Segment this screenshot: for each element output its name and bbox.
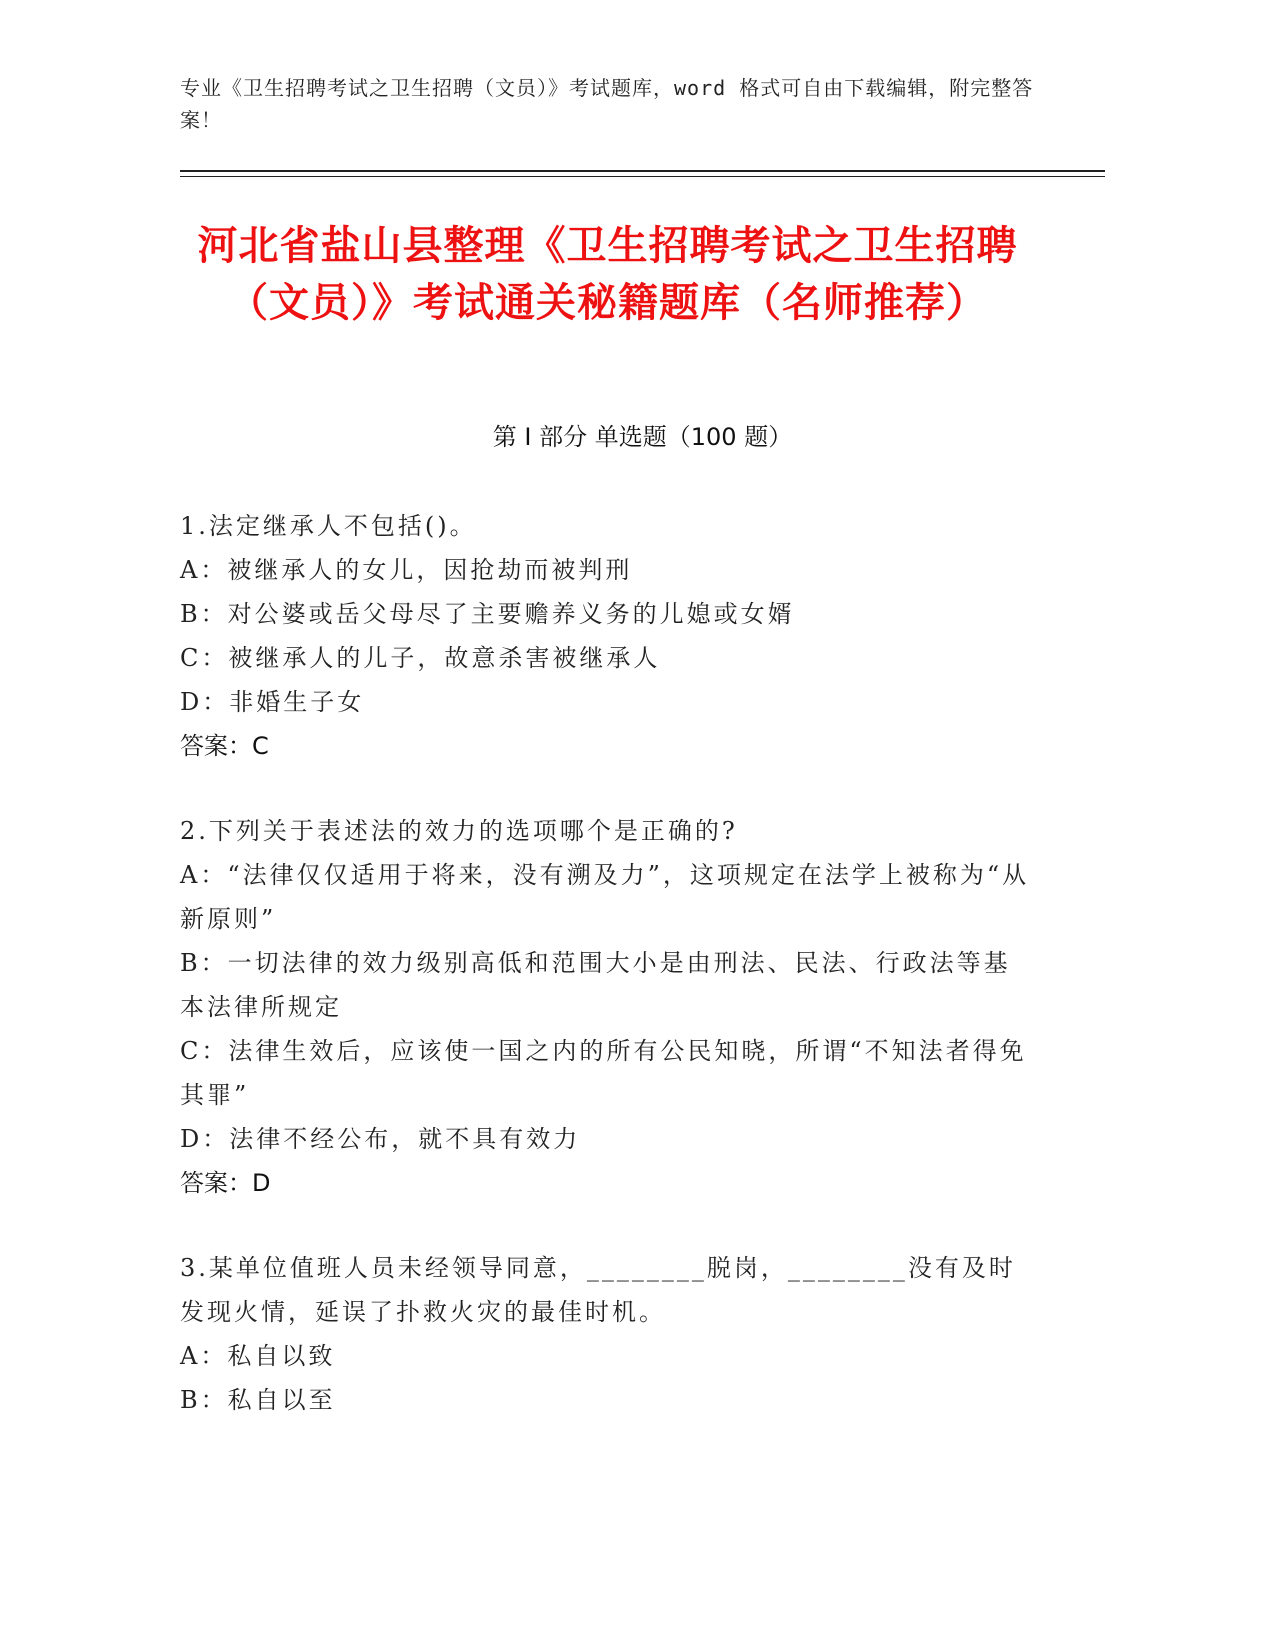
option-b: B：私自以至 bbox=[180, 1386, 336, 1414]
option-b: B：对公婆或岳父母尽了主要赡养义务的儿媳或女婿 bbox=[180, 600, 795, 628]
option-d: D：非婚生子女 bbox=[180, 688, 365, 716]
question-stem: 1.法定继承人不包括()。 bbox=[180, 512, 477, 540]
option-c: C：法律生效后，应该使一国之内的所有公民知晓，所谓“不知法者得免其罪” bbox=[180, 1037, 1027, 1109]
question-1 bbox=[180, 504, 1030, 768]
option-a: A：私自以致 bbox=[180, 1342, 336, 1370]
question-list bbox=[180, 504, 1030, 1463]
question-stem: 2.下列关于表述法的效力的选项哪个是正确的? bbox=[180, 817, 738, 845]
option-a: A：“法律仅仅适用于将来，没有溯及力”，这项规定在法学上被称为“从新原则” bbox=[180, 861, 1030, 933]
header-divider bbox=[180, 170, 1105, 172]
question-2 bbox=[180, 809, 1030, 1205]
section-title: 第 I 部分 单选题（100 题） bbox=[492, 423, 793, 451]
option-a: A：被继承人的女儿，因抢劫而被判刑 bbox=[180, 556, 633, 584]
option-c: C：被继承人的儿子，故意杀害被继承人 bbox=[180, 644, 661, 672]
header-note: 专业《卫生招聘考试之卫生招聘（文员）》考试题库，word 格式可自由下载编辑，附完整答案！ bbox=[180, 76, 1034, 132]
question-3 bbox=[180, 1246, 1030, 1422]
header-divider-thin bbox=[180, 176, 1105, 177]
answer-line: 答案：C bbox=[180, 732, 269, 760]
question-stem: 3.某单位值班人员未经领导同意，________脱岗，________没有及时发现火情，延误了扑救火灾的最佳时机。 bbox=[180, 1254, 1016, 1326]
answer-line: 答案：D bbox=[180, 1169, 271, 1197]
option-d: D：法律不经公布，就不具有效力 bbox=[180, 1125, 581, 1153]
document-title: 河北省盐山县整理《卫生招聘考试之卫生招聘（文员）》考试通关秘籍题库（名师推荐） bbox=[197, 223, 1018, 326]
option-b: B：一切法律的效力级别高低和范围大小是由刑法、民法、行政法等基本法律所规定 bbox=[180, 949, 1011, 1021]
